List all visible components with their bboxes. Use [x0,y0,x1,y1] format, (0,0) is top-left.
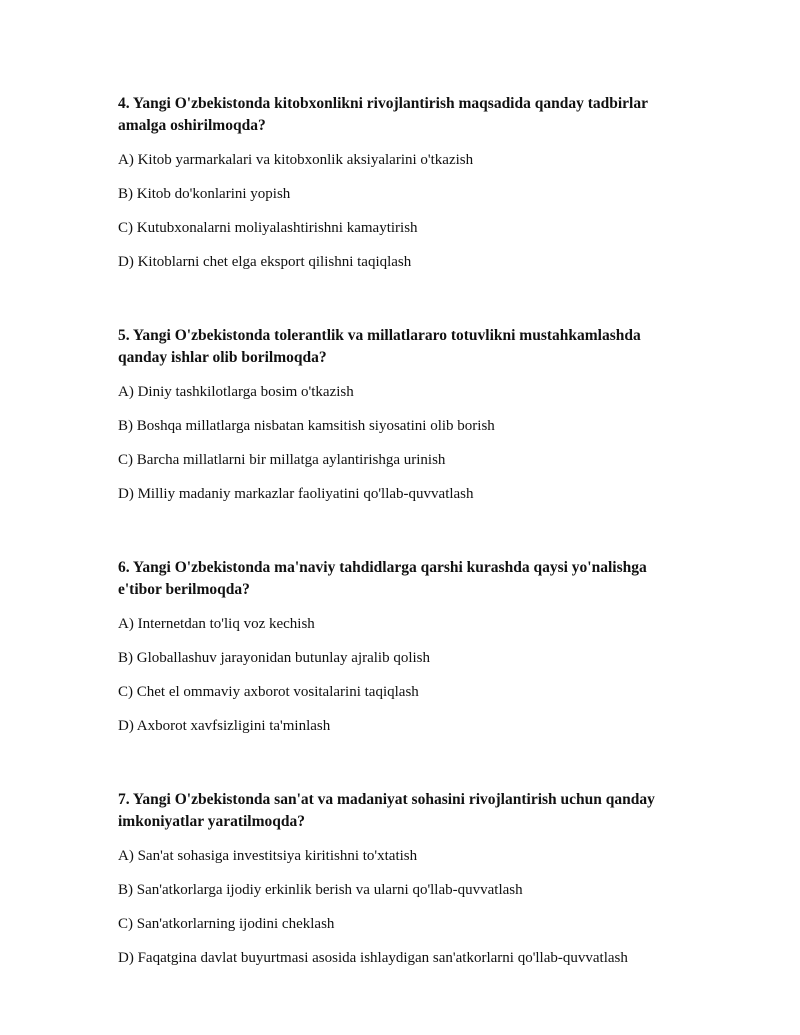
option-c: C) San'atkorlarning ijodini cheklash [118,916,335,932]
option-d: D) Kitoblarni chet elga eksport qilishni taqiqlash [118,254,412,270]
option-a: A) San'at sohasiga investitsiya kiritishni to'xtatish [118,848,418,864]
option-b: B) San'atkorlarga ijodiy erkinlik berish va ularni qo'llab-quvvatlash [118,882,523,898]
question-5 [118,325,678,505]
option-b: B) Kitob do'konlarini yopish [118,186,291,202]
option-b: B) Globallashuv jarayonidan butunlay ajralib qolish [118,650,431,666]
option-d: D) Faqatgina davlat buyurtmasi asosida ishlaydigan san'atkorlarni qo'llab-quvvatlash [118,950,628,966]
option-c: C) Barcha millatlarni bir millatga aylantirishga urinish [118,452,446,468]
option-a: A) Diniy tashkilotlarga bosim o'tkazish [118,384,354,400]
option-c: C) Kutubxonalarni moliyalashtirishni kamaytirish [118,220,418,236]
question-6 [118,557,678,737]
option-d: D) Milliy madaniy markazlar faoliyatini qo'llab-quvvatlash [118,486,474,502]
question-text: 4. Yangi O'zbekistonda kitobxonlikni rivojlantirish maqsadida qanday tadbirlar amalga oshirilmoqda? [118,95,648,134]
document-page [118,93,678,1021]
question-4 [118,93,678,273]
question-text: 7. Yangi O'zbekistonda san'at va madaniyat sohasini rivojlantirish uchun qanday imkoniyatlar yaratilmoqda? [118,791,655,830]
option-c: C) Chet el ommaviy axborot vositalarini taqiqlash [118,684,419,700]
question-7 [118,789,678,969]
question-text: 6. Yangi O'zbekistonda ma'naviy tahdidlarga qarshi kurashda qaysi yo'nalishga e'tibor berilmoqda? [118,559,647,598]
option-a: A) Internetdan to'liq voz kechish [118,616,315,632]
option-b: B) Boshqa millatlarga nisbatan kamsitish siyosatini olib borish [118,418,495,434]
option-d: D) Axborot xavfsizligini ta'minlash [118,718,331,734]
question-text: 5. Yangi O'zbekistonda tolerantlik va millatlararo totuvlikni mustahkamlashda qanday ishlar olib borilmoqda? [118,327,641,366]
option-a: A) Kitob yarmarkalari va kitobxonlik aksiyalarini o'tkazish [118,152,474,168]
